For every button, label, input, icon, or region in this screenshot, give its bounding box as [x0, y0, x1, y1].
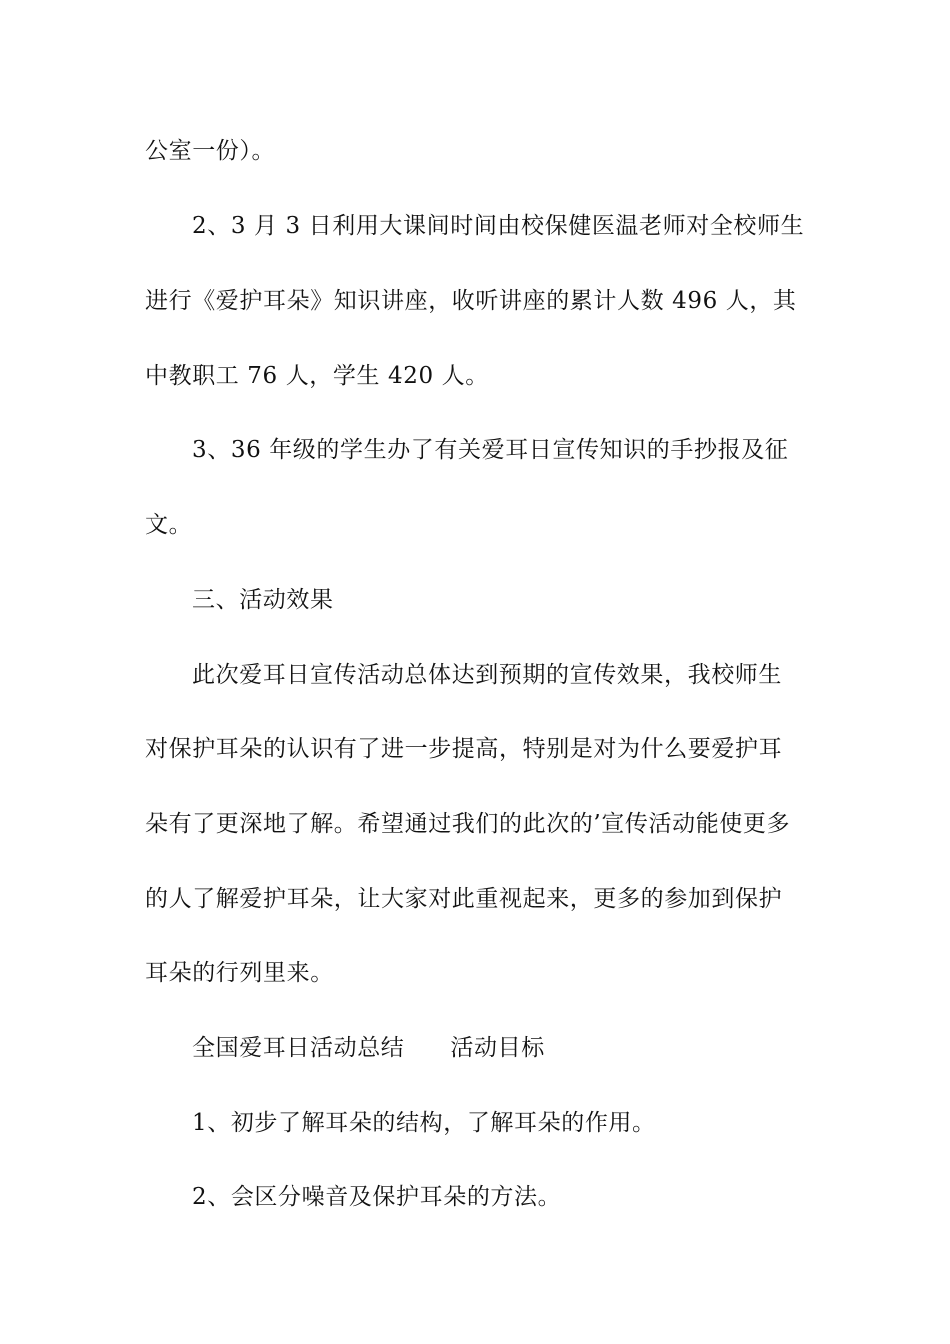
paragraph-line: 文。: [145, 512, 193, 538]
paragraph-line: 的人了解爱护耳朵，让大家对此重视起来，更多的参加到保护: [145, 886, 783, 912]
list-item: 1、初步了解耳朵的结构，了解耳朵的作用。: [192, 1110, 656, 1136]
section-heading: 三、活动效果: [192, 587, 334, 613]
paragraph-line: 3、36 年级的学生办了有关爱耳日宣传知识的手抄报及征: [192, 437, 789, 463]
document-title-line: [192, 1033, 857, 1063]
paragraph-line: 耳朵的行列里来。: [145, 960, 334, 986]
list-item: 2、会区分噪音及保护耳朵的方法。: [192, 1184, 562, 1210]
paragraph-line: 中教职工 76 人，学生 420 人。: [145, 363, 489, 389]
document-title: 全国爱耳日活动总结: [192, 1035, 405, 1061]
paragraph-line: 进行《爱护耳朵》知识讲座，收听讲座的累计人数 496 人，其: [145, 288, 797, 314]
paragraph-line: 此次爱耳日宣传活动总体达到预期的宣传效果，我校师生: [192, 662, 782, 688]
paragraph-line: 2、3 月 3 日利用大课间时间由校保健医温老师对全校师生: [192, 213, 805, 239]
paragraph-line: 公室一份）。: [145, 138, 276, 164]
paragraph-line: 朵有了更深地了解。希望通过我们的此次的’宣传活动能使更多: [145, 811, 791, 837]
paragraph-line: 对保护耳朵的认识有了进一步提高，特别是对为什么要爱护耳: [145, 736, 783, 762]
document-subtitle: 活动目标: [450, 1035, 545, 1061]
